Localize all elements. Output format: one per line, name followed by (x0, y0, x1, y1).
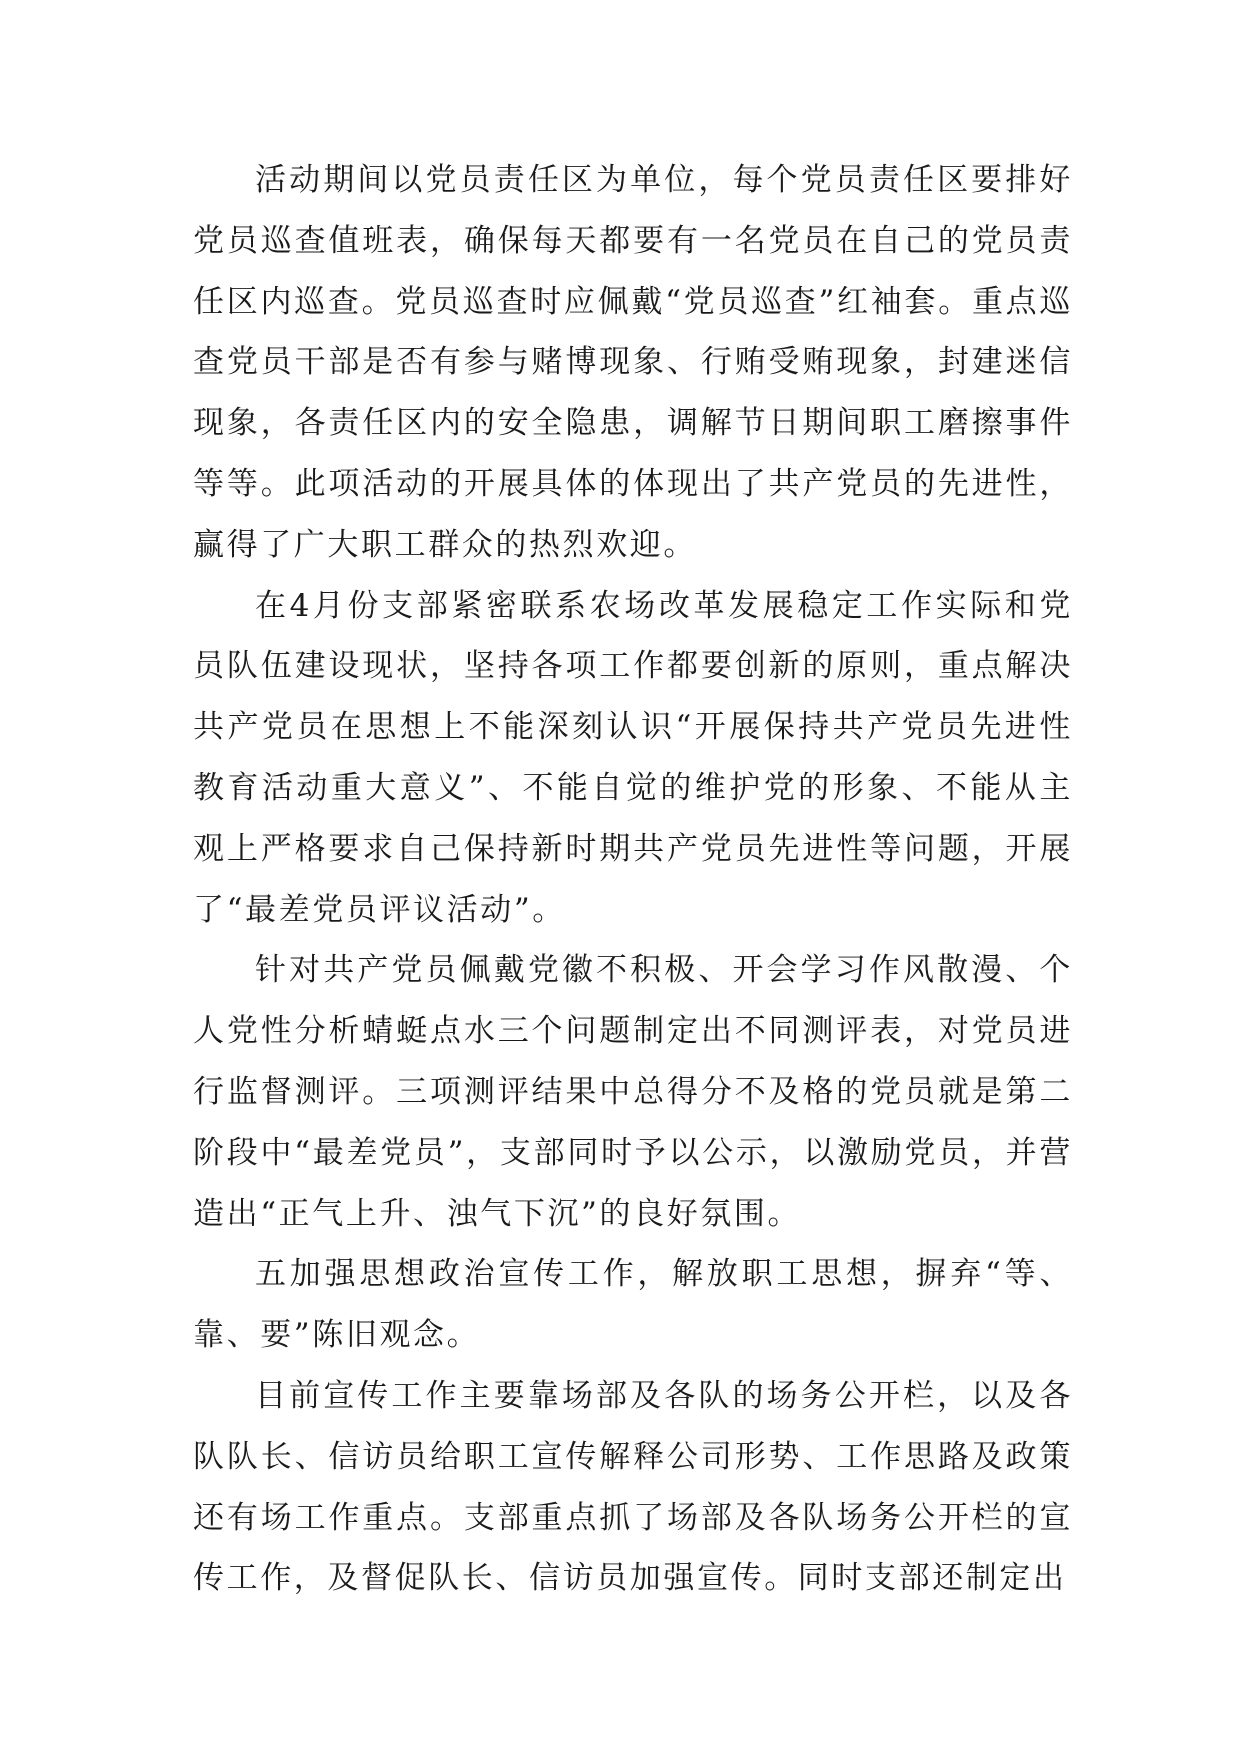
paragraph-evaluation-forms: 针对共产党员佩戴党徽不积极、开会学习作风散漫、个人党性分析蜻蜓点水三个问题制定出不同测评表，对党员进行监督测评。三项测评结果中总得分不及格的党员就是第二阶段中“最差党员”，支部同时予以公示，以激励党员，并营造出“正气上升、浊气下沉”的良好氛围。 (193, 952, 1073, 1232)
paragraph-section-five-heading: 五加强思想政治宣传工作，解放职工思想，摒弃“等、靠、要”陈旧观念。 (193, 1256, 1073, 1354)
paragraph-patrol-activity: 活动期间以党员责任区为单位，每个党员责任区要排好党员巡查值班表，确保每天都要有一名党员在自己的党员责任区内巡查。党员巡查时应佩戴“党员巡查”红袖套。重点巡查党员干部是否有参与赌博现象、行贿受贿现象，封建迷信现象，各责任区内的安全隐患，调解节日期间职工磨擦事件等等。此项活动的开展具体的体现出了共产党员的先进性，赢得了广大职工群众的热烈欢迎。 (193, 162, 1073, 563)
paragraph-worst-member-review: 在4月份支部紧密联系农场改革发展稳定工作实际和党员队伍建设现状，坚持各项工作都要创新的原则，重点解决共产党员在思想上不能深刻认识“开展保持共产党员先进性教育活动重大意义”、不能自觉的维护党的形象、不能从主观上严格要求自己保持新时期共产党员先进性等问题，开展了“最差党员评议活动”。 (193, 587, 1073, 928)
document-body (193, 150, 1073, 1609)
paragraph-publicity-work: 目前宣传工作主要靠场部及各队的场务公开栏，以及各队队长、信访员给职工宣传解释公司形势、工作思路及政策还有场工作重点。支部重点抓了场部及各队场务公开栏的宣传工作，及督促队长、信访员加强宣传。同时支部还制定出 (193, 1377, 1073, 1597)
